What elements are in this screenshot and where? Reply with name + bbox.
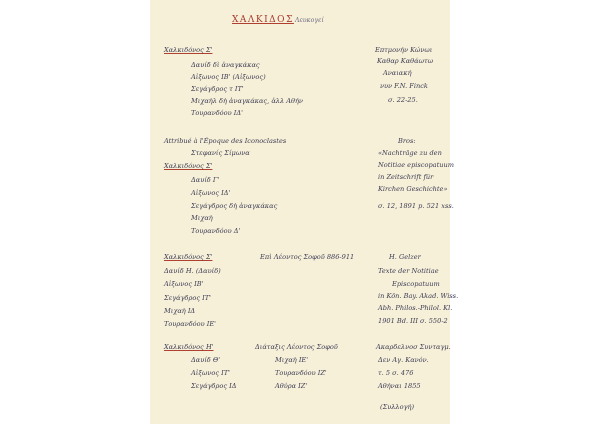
section3-ref: 1901 Bd. III σ. 550-2 xyxy=(378,317,448,325)
section2-ref: Kirchen Geschichte» xyxy=(378,185,448,193)
section4-ref: τ. 5 σ. 476 xyxy=(378,369,414,377)
section3-line: Μιχαὴ ΙΔ xyxy=(164,307,196,315)
section2-line: Τουρανδόου Δ' xyxy=(191,227,241,235)
section1-heading: Χαλκιδόνος Σ' xyxy=(164,46,213,54)
section3-ref: in Kön. Bay. Akad. Wiss. xyxy=(378,292,459,300)
section4-middle: Διάταξις Λέοντος Σοφοῦ xyxy=(255,343,338,351)
section2-line: Στεφανίς Σίμωνα xyxy=(191,149,250,157)
section4-ref: Αθήναι 1855 xyxy=(378,382,421,390)
section2-heading: Χαλκιδόνος Σ' xyxy=(164,162,213,170)
section2-line: Αἰξωνος ΙΔ' xyxy=(191,189,231,197)
section1-ref: νυν F.N. Finck xyxy=(380,82,428,90)
section1-ref: Επτμονήν Κώνωι xyxy=(375,46,433,54)
section4-ref: Δεν Αγ. Κανόν. xyxy=(378,356,429,364)
section3-heading: Χαλκιδόνος Σ' xyxy=(164,253,213,261)
section1-line: Σεγάγδρος τ ΙΤ' xyxy=(191,85,244,93)
section4-line: Σεγάγδρος ΙΔ xyxy=(191,382,237,390)
section1-ref: σ. 22-25. xyxy=(388,96,418,104)
section4-ref: (Συλλογή) xyxy=(380,403,415,411)
section1-line: Δαυίδ δὶ ἀναγκάκας xyxy=(191,61,260,69)
section4-line: Αἰξωνος ΙΤ' xyxy=(191,369,230,377)
section3-ref: Texte der Notitiae xyxy=(378,267,439,275)
section2-ref: «Nachträge zu den xyxy=(378,149,442,157)
section2-ref: Bros: xyxy=(398,137,416,145)
section4-middle: Μιχαὴ ΙΕ' xyxy=(275,356,309,364)
section1-line: Αἰξωνος ΙΒ' (Αἰξωνος) xyxy=(191,73,266,81)
section3-ref: Abh. Philos.-Philol. Kl. xyxy=(378,304,453,312)
section2-ref: σ. 12, 1891 p. 521 xss. xyxy=(378,202,454,210)
section1-line: Τουρανδόου ΙΔ' xyxy=(191,109,243,117)
section3-ref: Episcopatuum xyxy=(392,280,440,288)
section3-line: Τουρανδόου ΙΕ' xyxy=(164,320,216,328)
section4-middle: Αθύρα ΙΖ' xyxy=(275,382,308,390)
section4-line: Δαυίδ Θ' xyxy=(191,356,221,364)
section3-line: Δαυίδ Η. (Δαυίδ) xyxy=(164,267,221,275)
page-title: ΧΑΛΚΙΔΟΣ xyxy=(232,15,294,25)
section2-line: Μιχαὴ xyxy=(191,214,213,222)
section3-ref: H. Gelzer xyxy=(389,253,421,261)
section1-ref: Καθαρ Καθάωτω xyxy=(377,57,433,65)
section2-ref: in Zeitschrift für xyxy=(378,173,434,181)
section3-line: Σεγάγδρος ΙΤ' xyxy=(164,294,211,302)
section4-ref: Ακαρδελνοσ Συνταγμ. xyxy=(376,343,451,351)
section2-line: Σεγάγδρος δὴ ἀναγκάκας xyxy=(191,202,278,210)
section3-line: Αἰξωνος ΙΒ' xyxy=(164,280,204,288)
page-subtitle: Λευκογεί xyxy=(295,17,324,24)
section4-middle: Τουρανδόου ΙΖ' xyxy=(275,369,327,377)
section1-line: Μιχαὴλ δὴ ἀναγκάκας, ἀλλ Αθήν xyxy=(191,97,303,105)
section2-ref: Notitiae episcopatuum xyxy=(378,161,455,169)
section2-note: Attribué à l'Époque des Iconoclastes xyxy=(164,137,287,145)
section4-heading: Χαλκιδόνος Η' xyxy=(164,343,214,351)
section1-ref: Αναιακή xyxy=(383,69,412,77)
section3-middle: Επὶ Λέοντος Σοφοῦ 886-911 xyxy=(260,253,355,261)
section2-line: Δαυίδ Γ' xyxy=(191,176,220,184)
